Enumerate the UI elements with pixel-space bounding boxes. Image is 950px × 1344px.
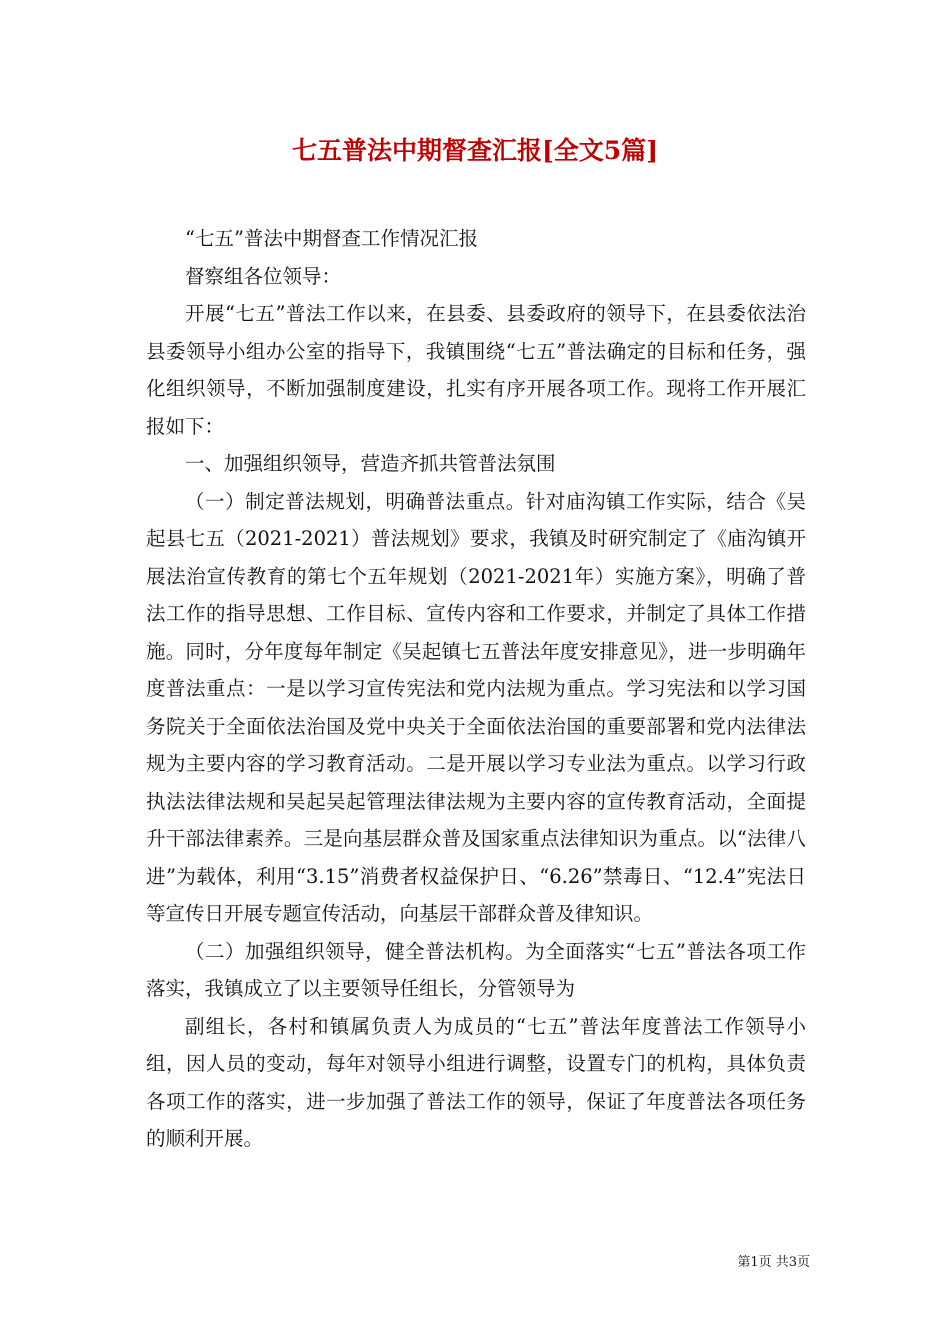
page-number: 第1页 共3页	[737, 1255, 810, 1270]
document-body	[146, 220, 806, 1158]
paragraph-item-one: （一）制定普法规划，明确普法重点。针对庙沟镇工作实际，结合《吴起县七五（2021-2021）普法规划》要求，我镇及时研究制定了《庙沟镇开展法治宣传教育的第七个五年规划（2021-2021年）实施方案》，明确了普法工作的指导思想、工作目标、宣传内容和工作要求，并制定了具体工作措施。同时，分年度每年制定《吴起镇七五普法年度安排意见》，进一步明确年度普法重点：一是以学习宣传宪法和党内法规为重点。学习宪法和以学习国务院关于全面依法治国及党中央关于全面依法治国的重要部署和党内法律法规为主要内容的学习教育活动。二是开展以学习专业法为重点。以学习行政执法法律法规和吴起吴起管理法律法规为主要内容的宣传教育活动，全面提升干部法律素养。三是向基层群众普及国家重点法律知识为重点。以“法律八进”为载体，利用“3.15”消费者权益保护日、“6.26”禁毒日、“12.4”宪法日等宣传日开展专题宣传活动，向基层干部群众普及律知识。	[146, 489, 806, 925]
paragraph-report-heading: “七五”普法中期督查工作情况汇报	[185, 227, 478, 250]
paragraph-item-two-continued: 副组长，各村和镇属负责人为成员的“七五”普法年度普法工作领导小组，因人员的变动，每年对领导小组进行调整，设置专门的机构，具体负责各项工作的落实，进一步加强了普法工作的领导，保证了年度普法各项任务的顺利开展。	[146, 1014, 806, 1150]
document-title: 七五普法中期督查汇报[全文5篇]	[291, 136, 659, 165]
paragraph-item-two: （二）加强组织领导，健全普法机构。为全面落实“七五”普法各项工作落实，我镇成立了以主要领导任组长，分管领导为	[146, 939, 806, 1000]
paragraph-section-heading: 一、加强组织领导，营造齐抓共管普法氛围	[185, 452, 556, 475]
paragraph-intro: 开展“七五”普法工作以来，在县委、县委政府的领导下，在县委依法治县委领导小组办公室的指导下，我镇围绕“七五”普法确定的目标和任务，强化组织领导，不断加强制度建设，扎实有序开展各项工作。现将工作开展汇报如下：	[146, 302, 806, 438]
paragraph-salutation: 督察组各位领导：	[185, 264, 342, 288]
